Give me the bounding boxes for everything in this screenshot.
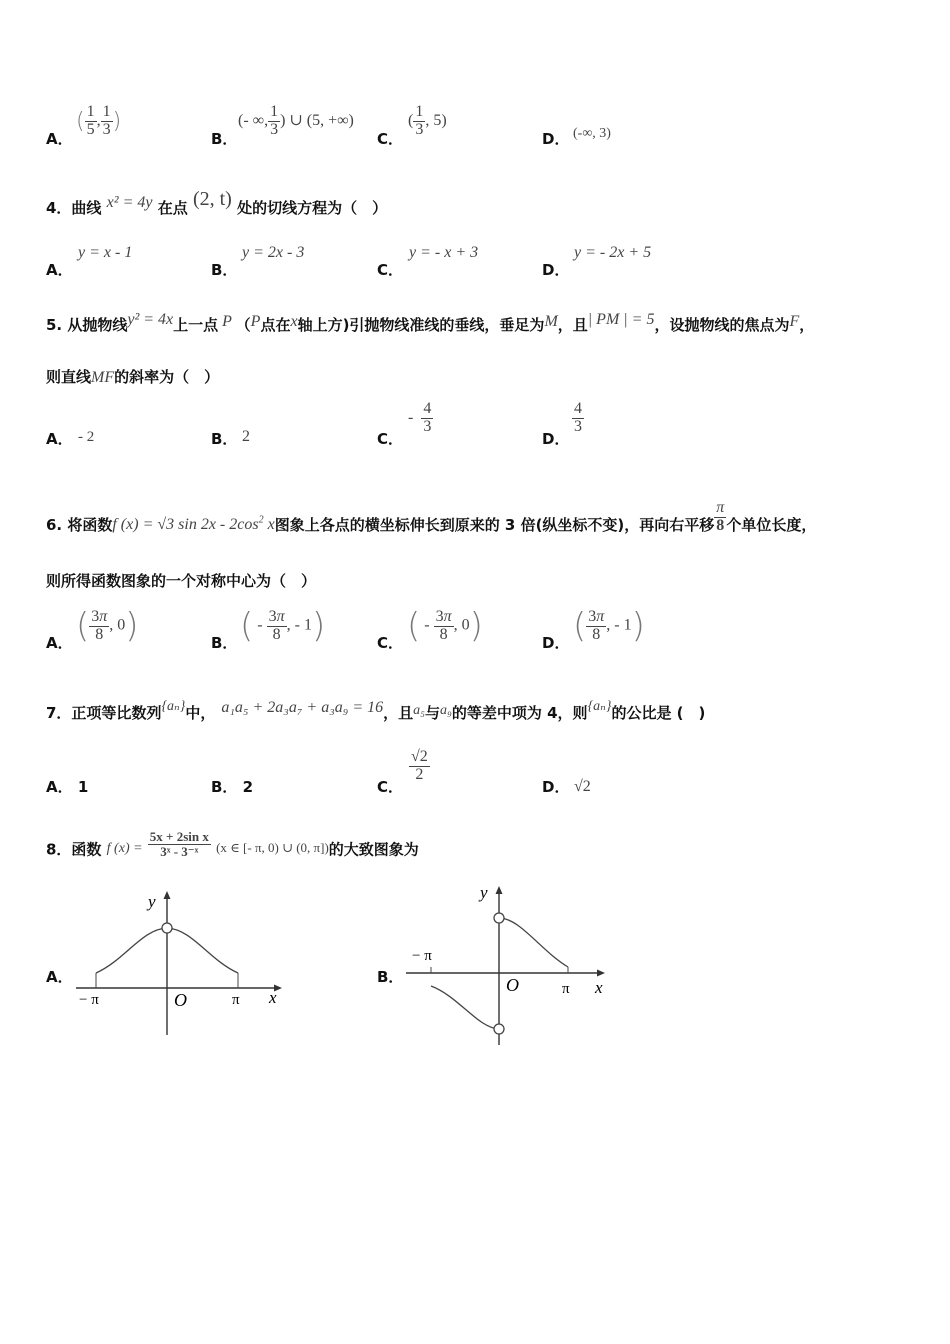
q7-option-d-label: D． [542, 778, 570, 796]
q3-option-c-math: ( $\frac{1}{3}$ , 5) [408, 103, 447, 138]
q5-stem-line1: 5. 从抛物线y² = 4x上一点 P （P点在x轴上方)引抛物线准线的垂线，垂足为M，且| PM | = 5，设抛物线的焦点为F， [46, 311, 815, 334]
q6-option-c-math: ( - $\frac{3\pi}{8}$ , 0) [407, 606, 483, 646]
q5-option-a-label: A． [46, 430, 73, 448]
q8-option-b-label: B． [377, 968, 404, 986]
q5-option-c-label: C． [377, 430, 404, 448]
y-label: y [148, 892, 156, 911]
q6-option-b-label: B． [211, 634, 238, 652]
neg-pi-label: − π [79, 992, 99, 1008]
q6-option-c-label: C． [377, 634, 404, 652]
q6-option-a-math: ( $\frac{3\pi}{8}$ , 0) [76, 606, 139, 646]
q5-stem-line2: 则直线MF的斜率为（ ） [46, 368, 220, 386]
curve-left [431, 986, 499, 1029]
q8-stem: 8．函数 f (x) = $\frac{\text{5x + 2sin x}}{\text{3ˣ - 3⁻ˣ}}$ (x ∈ [- π, 0) ∪ (0, π])的大致图象为 [46, 829, 419, 859]
q5-option-b-label: B． [211, 430, 238, 448]
open-point-top [494, 913, 504, 923]
y-axis-arrow [164, 891, 171, 899]
q3-option-c-label: C． [377, 130, 404, 148]
q5-option-c-math: - $\frac{4}{3}$ [408, 400, 432, 435]
q3-option-b-math: (- ∞, $\frac{1}{3}$ ) ∪ (5, +∞) [238, 103, 354, 138]
q4-option-a-math: y = x - 1 [78, 244, 133, 261]
q6-option-a-label: A． [46, 634, 73, 652]
pi-label: π [232, 992, 240, 1008]
q4-option-c-label: C． [377, 261, 404, 279]
q5-option-b-math: 2 [242, 428, 250, 445]
q4-stem: 4．曲线 x² = 4y 在点 (2, t) 处的切线方程为（ ） [46, 188, 388, 217]
q4-option-d-math: y = - 2x + 5 [574, 244, 652, 261]
open-point [162, 923, 172, 933]
origin-label: O [174, 990, 187, 1010]
q6-stem-line2: 则所得函数图象的一个对称中心为（ ） [46, 572, 317, 590]
q7-option-d-math: √2 [574, 778, 591, 795]
q7-stem: 7．正项等比数列{aₙ}中， a₁a₅ + 2a₃a₇ + a₃a₉ = 16，且a₅与a₉的等差中项为 4，则{aₙ}的公比是 ( ) [46, 699, 706, 722]
q4-option-b-label: B． [211, 261, 238, 279]
q5-option-d-label: D． [542, 430, 570, 448]
x-axis-arrow [597, 970, 605, 977]
q3-option-d-math: (-∞, 3) [573, 126, 611, 141]
q7-option-c-math: $\frac{√2}{2}$ [411, 748, 428, 783]
open-point-bottom [494, 1024, 504, 1034]
q7-option-b-label: B． 2 [211, 778, 254, 796]
x-label: x [269, 988, 277, 1007]
q4-option-a-label: A． [46, 261, 73, 279]
q4-option-d-label: D． [542, 261, 570, 279]
q3-option-b-label: B． [211, 130, 238, 148]
q6-stem-line1: 6. 将函数f (x) = √3 $\sin 2x - 2\cos^2$ x图象上各点的横坐标伸长到原来的 3 倍(纵坐标不变)，再向右平移 $\frac{\pi}{8}$ 个单位长度， [46, 499, 817, 534]
q6-option-d-label: D． [542, 634, 570, 652]
q6-option-b-math: ( - $\frac{3\pi}{8}$ , - 1) [240, 606, 326, 646]
q8-graph-a [70, 885, 290, 1040]
q8-option-a-label: A． [46, 968, 73, 986]
y-axis-arrow [496, 886, 503, 894]
neg-pi-label: − π [412, 948, 432, 964]
q4-option-b-math: y = 2x - 3 [242, 244, 305, 261]
q3-option-d-label: D． [542, 130, 570, 148]
x-label: x [595, 978, 603, 997]
q3-option-a-label: A． [46, 130, 73, 148]
q6-option-d-math: ( $\frac{3\pi}{8}$ , - 1) [573, 606, 645, 646]
pi-label: π [562, 981, 570, 997]
q3-option-a-math: ( $\frac{1}{5}$ , $\frac{1}{3}$ ) [76, 103, 122, 138]
q8-graph-b [400, 880, 615, 1050]
q5-option-a-math: - 2 [78, 429, 95, 445]
origin-label: O [506, 975, 519, 995]
q7-option-c-label: C． [377, 778, 404, 796]
curve-right [499, 918, 568, 967]
q7-option-a-label: A． 1 [46, 778, 89, 796]
q5-option-d-math: $\frac{4}{3}$ [574, 400, 582, 435]
q4-option-c-math: y = - x + 3 [409, 244, 479, 261]
y-label: y [480, 883, 488, 902]
